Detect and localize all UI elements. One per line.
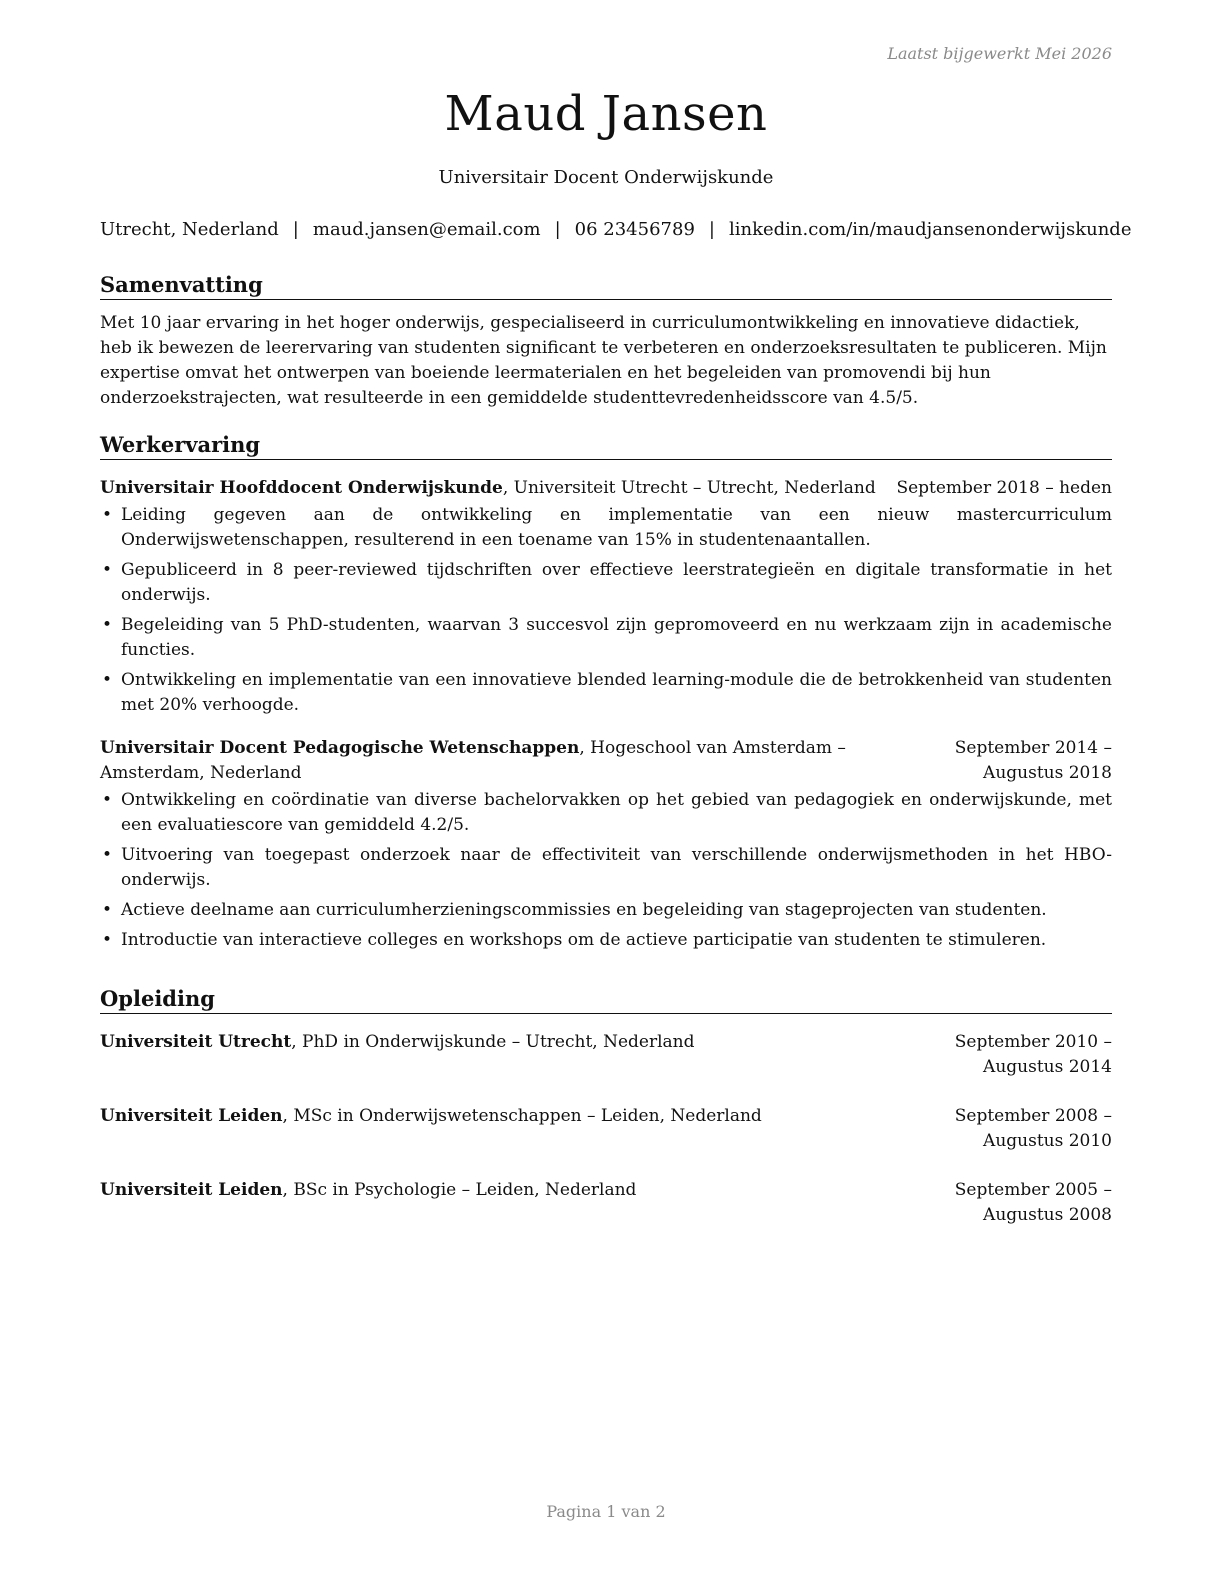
candidate-name: Maud Jansen [444, 86, 768, 142]
summary-section [100, 272, 1112, 411]
education-dates: September 2010 – Augustus 2014 [954, 1032, 1112, 1077]
education-entry [100, 1104, 1112, 1154]
education-section [100, 986, 1112, 1228]
job-bullet: • Begeleiding van 5 PhD-studenten, waarvan 3 succesvol zijn gepromoveerd en nu werkzaam zijn in academische functies. [100, 613, 1112, 663]
job-position: Universitair Docent Pedagogische Wetenschappen [100, 738, 580, 758]
education-entry [100, 1030, 1112, 1080]
job-bullets [100, 788, 1112, 953]
job-bullet: • Gepubliceerd in 8 peer-reviewed tijdschriften over effectieve leerstrategieën en digitale transformatie in het onderwijs. [100, 558, 1112, 608]
job-entry [100, 476, 1112, 718]
job-bullet: • Ontwikkeling en implementatie van een innovatieve blended learning-module die de betrokkenheid van studenten met 20% verhoogde. [100, 668, 1112, 718]
job-heading [100, 736, 870, 786]
education-institution: Universiteit Utrecht [100, 1032, 292, 1052]
education-entry [100, 1178, 1112, 1228]
education-heading [100, 1030, 864, 1055]
education-details: , MSc in Onderwijswetenschappen – Leiden, Nederland [282, 1106, 762, 1126]
contact-separator: | [292, 219, 299, 240]
job-header [100, 736, 1112, 786]
job-bullet: • Actieve deelname aan curriculumherzieningscommissies en begeleiding van stageprojecten van studenten. [100, 898, 1112, 923]
education-heading [100, 1178, 864, 1203]
education-details: , BSc in Psychologie – Leiden, Nederland [282, 1180, 637, 1200]
job-bullet: • Uitvoering van toegepast onderzoek naar de effectiviteit van verschillende onderwijsmethoden in het HBO-onderwijs. [100, 843, 1112, 893]
experience-section [100, 432, 1112, 958]
education-institution: Universiteit Leiden [100, 1180, 283, 1200]
contact-phone: 06 23456789 [574, 219, 695, 240]
job-bullet: • Introductie van interactieve colleges en workshops om de actieve participatie van studenten te stimuleren. [100, 928, 1112, 953]
contact-line [100, 219, 1132, 240]
education-institution: Universiteit Leiden [100, 1106, 283, 1126]
education-dates: September 2005 – Augustus 2008 [954, 1180, 1112, 1225]
summary-title: Samenvatting [100, 272, 1112, 300]
experience-title: Werkervaring [100, 432, 1112, 460]
education-heading [100, 1104, 864, 1129]
job-bullet: • Ontwikkeling en coördinatie van diverse bachelorvakken op het gebied van pedagogiek en onderwijskunde, met een evaluatiescore van gemiddeld 4.2/5. [100, 788, 1112, 838]
job-details: , Universiteit Utrecht – Utrecht, Nederland [502, 478, 876, 498]
contact-separator: | [554, 219, 561, 240]
education-dates: September 2008 – Augustus 2010 [954, 1106, 1112, 1151]
job-bullets [100, 503, 1112, 718]
job-header [100, 476, 1112, 501]
job-entry [100, 736, 1112, 953]
job-dates: September 2014 – Augustus 2018 [954, 738, 1112, 783]
education-title: Opleiding [100, 986, 1112, 1014]
job-heading [100, 476, 884, 501]
page-number: Pagina 1 van 2 [546, 1502, 666, 1521]
job-position: Universitair Hoofddocent Onderwijskunde [100, 478, 503, 498]
last-updated: Laatst bijgewerkt Mei 2026 [887, 44, 1112, 63]
job-dates: September 2018 – heden [896, 478, 1112, 498]
summary-text: Met 10 jaar ervaring in het hoger onderwijs, gespecialiseerd in curriculumontwikkeling en innovatieve didactiek, heb ik bewezen de leerervaring van studenten significant te verbeteren en onderzoeksresultaten te publiceren. Mijn expertise omvat het ontwerpen van boeiende leermaterialen en het begeleiden van promovendi bij hun onderzoekstrajecten, wat resulteerde in een gemiddelde studenttevredenheidsscore van 4.5/5. [100, 313, 1107, 408]
job-details: , Hogeschool van Amsterdam – Amsterdam, Nederland [100, 738, 846, 783]
contact-linkedin[interactable]: linkedin.com/in/maudjansenonderwijskunde [728, 219, 1132, 240]
education-details: , PhD in Onderwijskunde – Utrecht, Nederland [291, 1032, 695, 1052]
contact-email[interactable]: maud.jansen@email.com [312, 219, 541, 240]
job-bullet: • Leiding gegeven aan de ontwikkeling en implementatie van een nieuw mastercurriculum Onderwijswetenschappen, resulterend in een toename van 15% in studentenaantallen. [100, 503, 1112, 553]
contact-separator: | [708, 219, 715, 240]
candidate-role: Universitair Docent Onderwijskunde [438, 167, 774, 188]
contact-location: Utrecht, Nederland [100, 219, 279, 240]
